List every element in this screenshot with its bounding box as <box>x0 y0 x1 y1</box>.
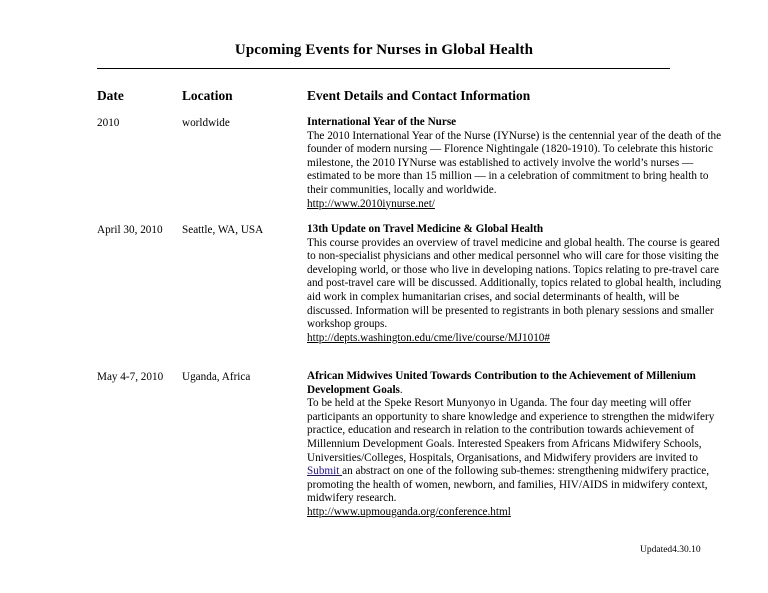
event-title: 13th Update on Travel Medicine & Global Health <box>307 223 544 235</box>
event-description: This course provides an overview of travel medicine and global health. The course is geared to non-specialist physicians and other medical personnel who will care for those visiting the developing world, or those who live in developing nations. Topics relating to pre-travel care and post-travel care will be discussed. Additionally, topics related to global health, including aid work in complex humanitarian crises, and social determinants of health, will be discussed. Information will be presented to registrants in both plenary sessions and smaller workshop groups. <box>307 236 722 331</box>
event-description-part-1: To be held at the Speke Resort Munyonyo in Uganda. The four day meeting will offer participants an opportunity to share knowledge and experience to strengthen the midwifery practice, education and research in relation to the contribution towards achievement of Millennium Development Goals. Interested Speakers from Africans Midwifery Schools, Universities/Colleges, Hospitals, Organisations, and Midwifery providers are invited to <box>307 397 715 464</box>
event-description <box>307 397 727 506</box>
event-details <box>307 370 727 520</box>
event-date: May 4-7, 2010 <box>97 371 164 383</box>
page-title: Upcoming Events for Nurses in Global Health <box>234 42 534 58</box>
event-date: 2010 <box>97 117 120 129</box>
column-header-location: Location <box>182 88 233 103</box>
updated-note: Updated4.30.10 <box>640 545 701 555</box>
event-date: April 30, 2010 <box>97 224 163 236</box>
event-url-link[interactable]: http://depts.washington.edu/cme/live/course/MJ1010# <box>307 331 550 344</box>
event-title-text: African Midwives United Towards Contribution to the Achievement of Millenium Development Goals <box>307 370 696 396</box>
event-details <box>307 116 727 211</box>
event-description: The 2010 International Year of the Nurse (IYNurse) is the centennial year of the death of the founder of modern nursing — Florence Nightingale (1820-1910). To celebrate this historic milestone, the 2010 IYNurse was established to actively involve the world’s nurses — estimated to be more than 15 million — in a celebration of commitment to bring health to their communities, locally and worldwide. <box>307 129 722 196</box>
column-header-date: Date <box>97 88 124 103</box>
event-url-link[interactable]: http://www.upmouganda.org/conference.html <box>307 505 511 518</box>
event-description-part-2: an abstract on one of the following sub-themes: strengthening midwifery practice, promoting the health of women, newborn, and families, HIV/AIDS in midwifery context, midwifery research. <box>307 465 710 505</box>
column-header-details: Event Details and Contact Information <box>307 88 531 103</box>
event-url-link[interactable]: http://www.2010iynurse.net/ <box>307 197 435 210</box>
event-location: worldwide <box>182 117 230 129</box>
event-title <box>307 370 727 397</box>
submit-abstract-link[interactable]: Submit <box>307 465 343 478</box>
event-details <box>307 223 727 345</box>
title-underline <box>97 68 670 69</box>
event-title: International Year of the Nurse <box>307 116 457 128</box>
event-location: Seattle, WA, USA <box>182 224 264 236</box>
event-location: Uganda, Africa <box>182 371 251 383</box>
event-title-suffix: . <box>399 383 403 396</box>
